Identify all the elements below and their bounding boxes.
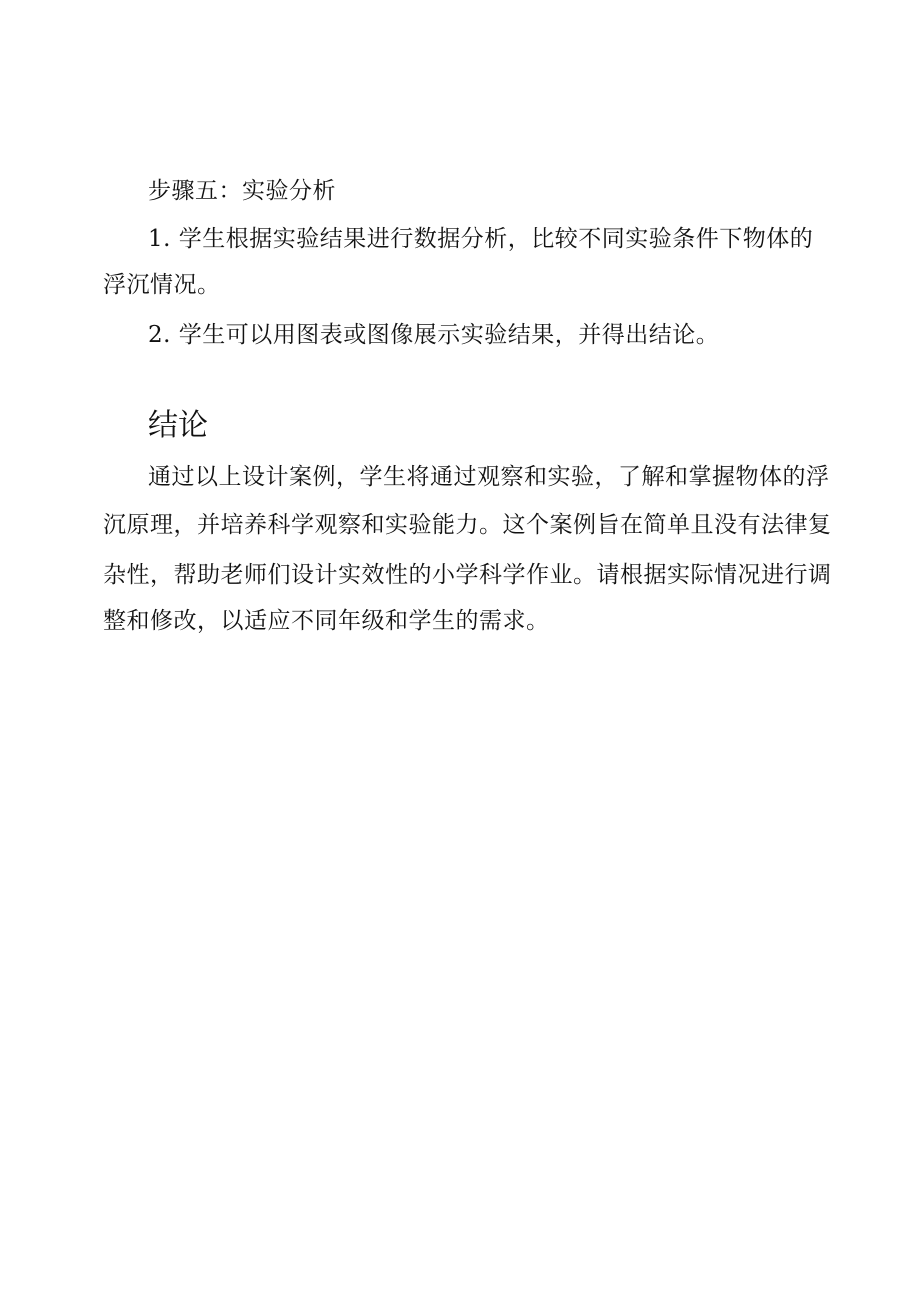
conclusion-line1: 通过以上设计案例，学生将通过观察和实验，了解和掌握物体的浮 [148,464,830,490]
conclusion-line4: 整和修改，以适应不同年级和学生的需求。 [103,608,550,634]
step5-item2: 2. 学生可以用图表或图像展示实验结果，并得出结论。 [148,322,720,348]
conclusion-line2: 沉原理，并培养科学观察和实验能力。这个案例旨在简单且没有法律复 [103,512,832,538]
step5-item1-line1: 1. 学生根据实验结果进行数据分析，比较不同实验条件下物体的 [148,226,814,252]
conclusion-line3: 杂性，帮助老师们设计实效性的小学科学作业。请根据实际情况进行调 [103,562,832,588]
step5-item1-line2: 浮沉情况。 [103,272,221,298]
conclusion-heading: 结论 [148,408,208,443]
step5-title: 步骤五：实验分析 [148,178,336,204]
